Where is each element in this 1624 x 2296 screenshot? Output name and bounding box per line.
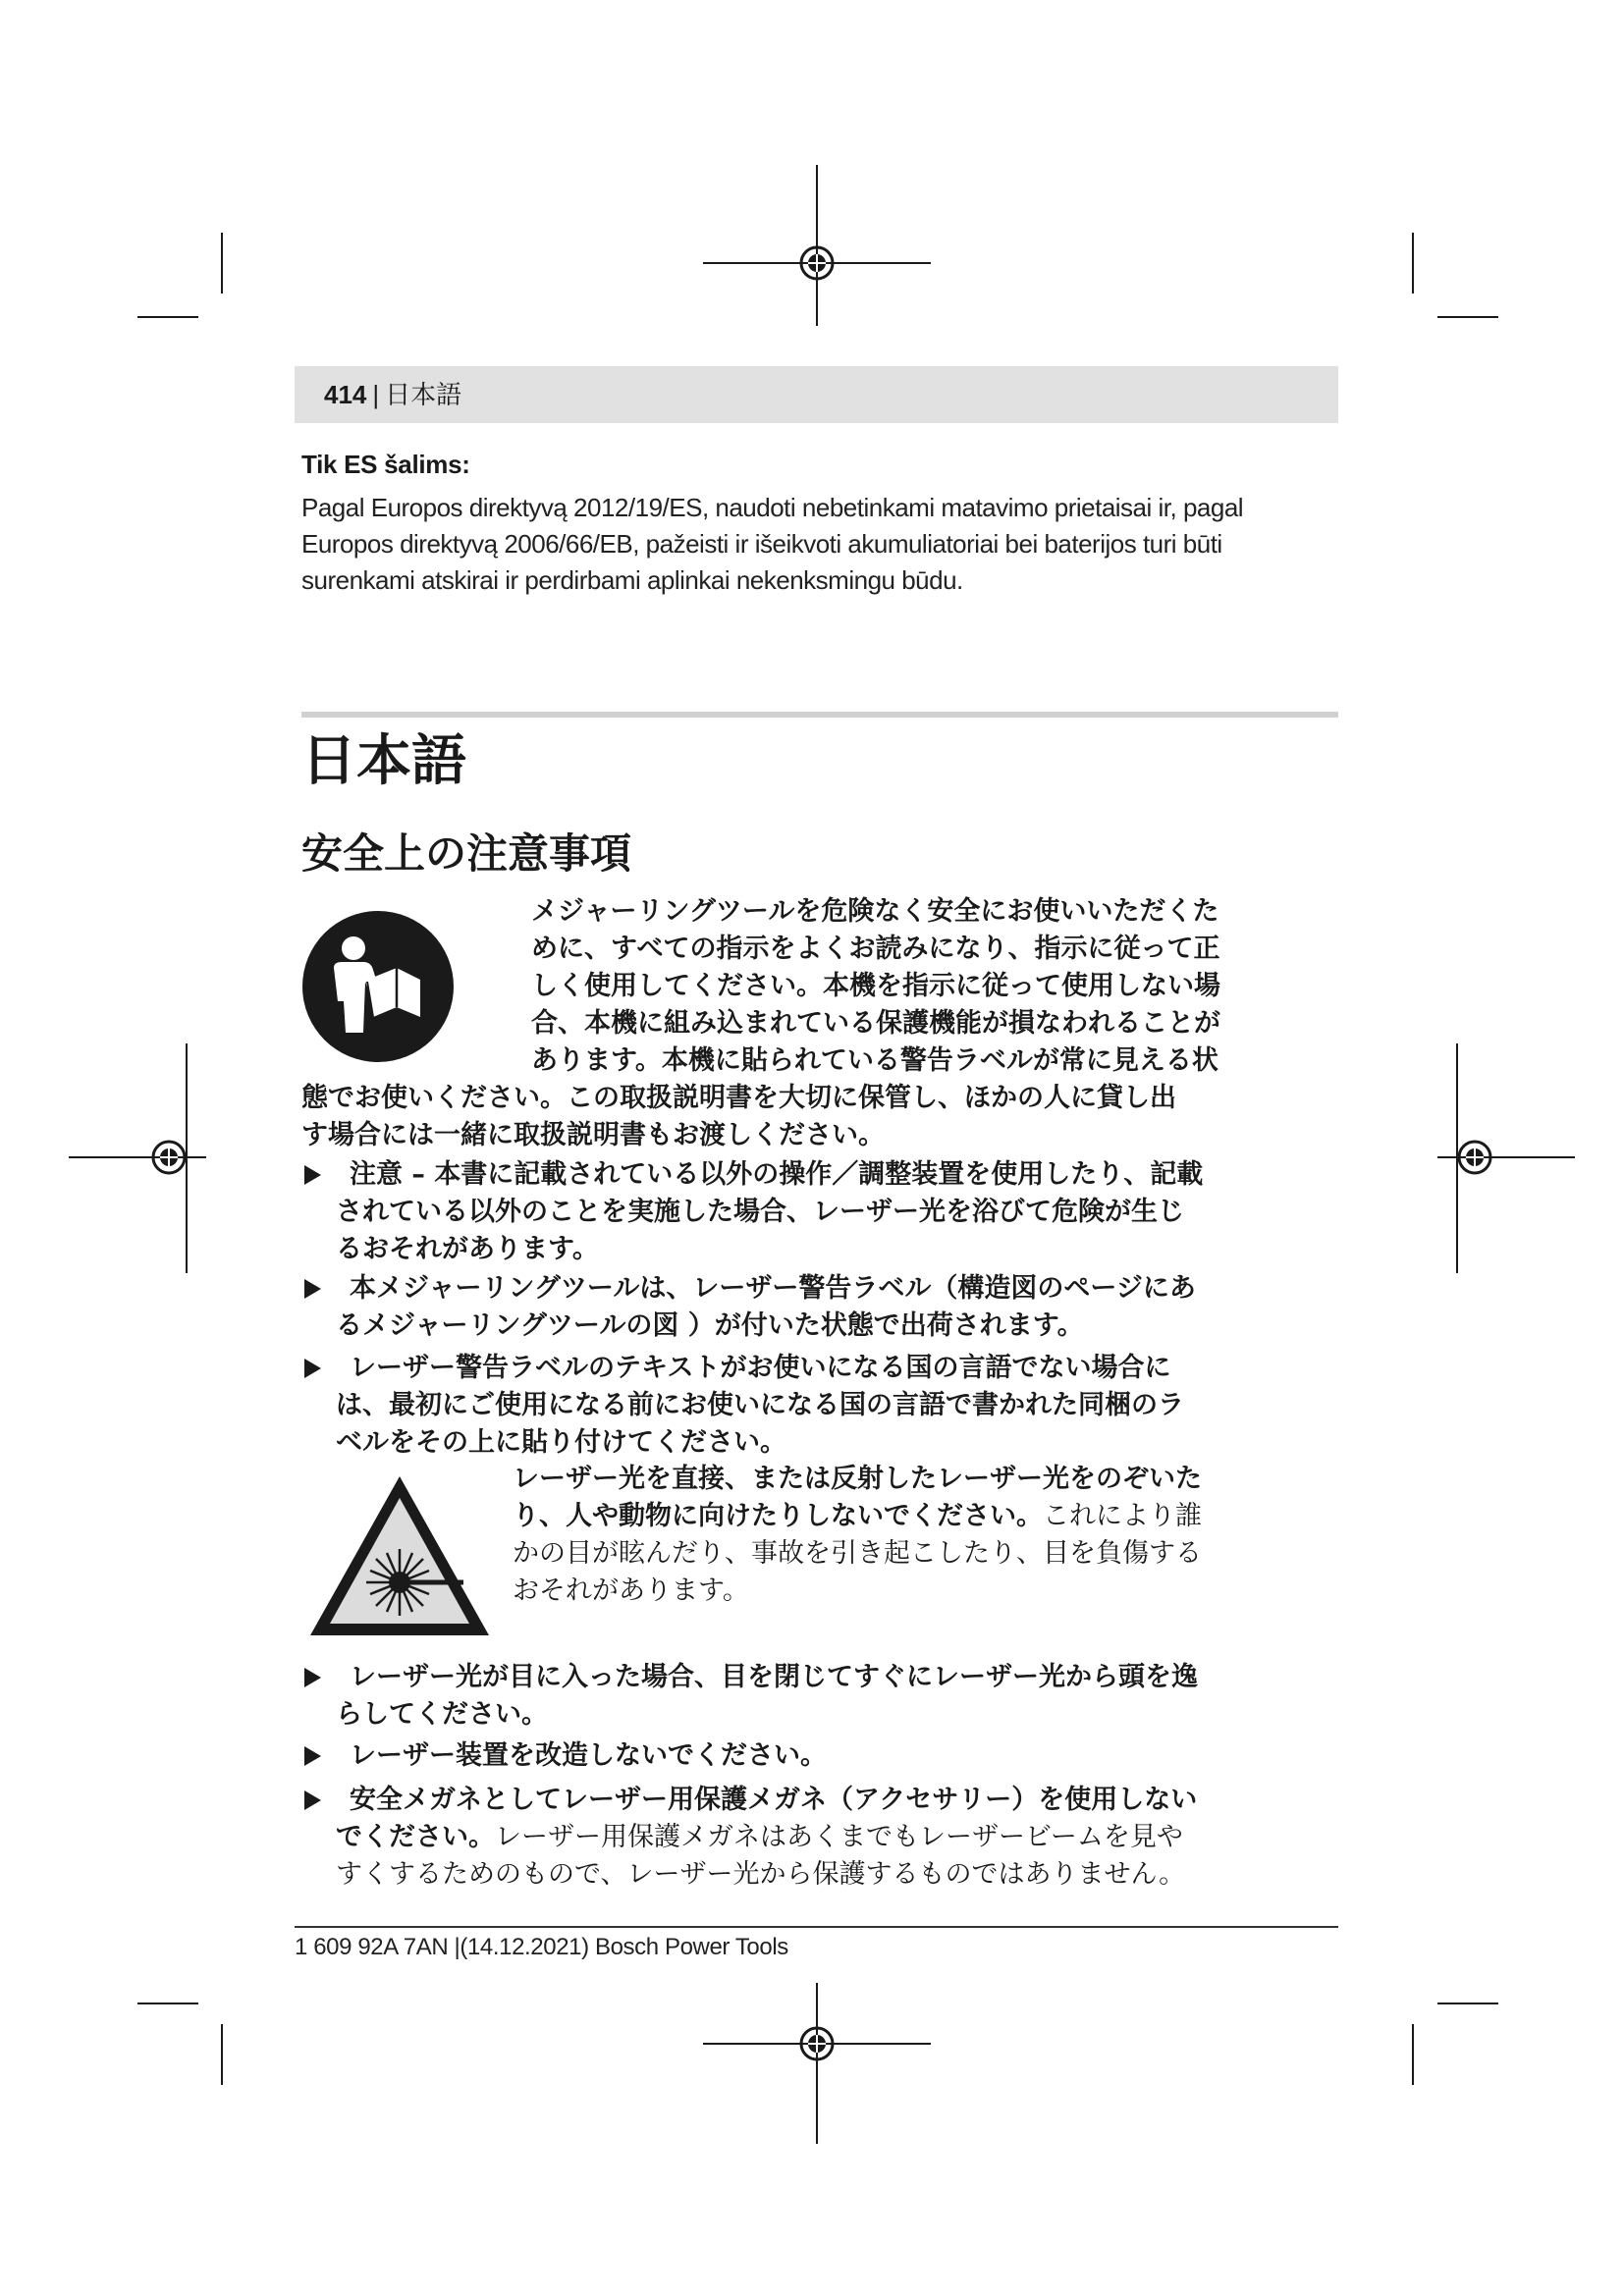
- text-line: Europos direktyvą 2006/66/EB, pažeisti ir išeikvoti akumuliatoriai bei baterijos turi būti: [301, 529, 1222, 559]
- bullet-arrow-icon: [304, 1279, 321, 1299]
- text-line: おそれがあります。: [513, 1575, 749, 1606]
- text-segment: これにより誰: [1043, 1501, 1202, 1531]
- text-line: ベルをその上に貼り付けてください。: [336, 1427, 786, 1458]
- registration-mark-icon: [1437, 1043, 1575, 1273]
- text-line: しく使用してください。本機を指示に従って使用しない場: [531, 971, 1220, 1001]
- text-line: るメジャーリングツールの図 ）が付いた状態で出荷されます。: [336, 1310, 1084, 1341]
- text-line: らしてください。: [336, 1699, 548, 1730]
- registration-mark-icon: [703, 165, 931, 326]
- text-line: めに、すべての指示をよくお読みになり、指示に従って正: [531, 934, 1220, 964]
- section-title: 日本語: [301, 729, 466, 793]
- bullet-arrow-icon: [304, 1359, 321, 1378]
- brand-name: Bosch Power Tools: [594, 1934, 788, 1960]
- text-line: かの目が眩んだり、事故を引き起こしたり、目を負傷する: [513, 1538, 1202, 1569]
- text-line: あります。本機に貼られている警告ラベルが常に見える状: [531, 1045, 1218, 1076]
- text-line: レーザー警告ラベルのテキストがお使いになる国の言語でない場合に: [350, 1353, 1171, 1383]
- text-line: 本メジャーリングツールは、レーザー警告ラベル（構造図のページにあ: [350, 1273, 1196, 1304]
- lithuanian-note-body: [301, 490, 1342, 599]
- registration-mark-icon: [69, 1043, 206, 1273]
- subsection-title: 安全上の注意事項: [301, 829, 632, 878]
- text-line: 合、本機に組み込まれている保護機能が損なわれることが: [531, 1008, 1220, 1039]
- text-line: Pagal Europos direktyvą 2012/19/ES, naudoti nebetinkami matavimo prietaisai ir, pagal: [301, 493, 1244, 522]
- page-number: 414: [324, 380, 367, 409]
- bullet-arrow-icon: [304, 1165, 321, 1185]
- intro-paragraph: [301, 893, 1342, 1154]
- text-line: 安全メガネとしてレーザー用保護メガネ（アクセサリー）を使用しない: [350, 1785, 1198, 1815]
- document-id: 1 609 92A 7AN: [295, 1934, 449, 1960]
- text-line: は、最初にご使用になる前にお使いになる国の言語で書かれた同梱のラ: [336, 1390, 1184, 1420]
- footer-rule: [295, 1926, 1338, 1928]
- text-line: すくするためのもので、レーザー光から保護するものではありません。: [336, 1859, 1186, 1890]
- running-header: [324, 375, 461, 414]
- laser-warning-paragraph: [513, 1461, 1342, 1610]
- laser-warning-icon: [306, 1472, 493, 1639]
- bullet-arrow-icon: [304, 1746, 321, 1766]
- text-line: されている以外のことを実施した場合、レーザー光を浴びて危険が生じ: [336, 1197, 1184, 1227]
- text-line: レーザー装置を改造しないでください。: [350, 1740, 827, 1771]
- text-line: 注意 – 本書に記載されている以外の操作／調整装置を使用したり、記載: [350, 1159, 1204, 1190]
- header-separator: |: [372, 380, 380, 409]
- header-language: 日本語: [385, 380, 462, 409]
- text-line: るおそれがあります。: [336, 1234, 599, 1264]
- bullet-arrow-icon: [304, 1668, 321, 1687]
- text-line: surenkami atskirai ir perdirbami aplinkai nekenksmingu būdu.: [301, 565, 963, 595]
- lithuanian-note-title: Tik ES šalims:: [301, 450, 470, 479]
- document-date: (14.12.2021): [460, 1934, 589, 1960]
- footer: 1 609 92A 7AN |(14.12.2021) Bosch Power Tools: [295, 1934, 788, 1960]
- text-line: 態でお使いください。この取扱説明書を大切に保管し、ほかの人に貸し出: [301, 1083, 1176, 1113]
- section-divider: [301, 712, 1338, 718]
- text-segment: レーザー用保護メガネはあくまでもレーザービームを見や: [495, 1822, 1183, 1852]
- text-line: す場合には一緒に取扱説明書もお渡しください。: [301, 1120, 885, 1150]
- text-segment: り、人や動物に向けたりしないでください。: [513, 1501, 1043, 1531]
- bullet-arrow-icon: [304, 1790, 321, 1810]
- text-line: レーザー光が目に入った場合、目を閉じてすぐにレーザー光から頭を逸: [350, 1662, 1198, 1692]
- text-line: メジャーリングツールを危険なく安全にお使いいただくた: [531, 896, 1219, 927]
- text-segment: でください。: [336, 1822, 495, 1852]
- registration-mark-icon: [703, 1983, 931, 2144]
- text-line: レーザー光を直接、または反射したレーザー光をのぞいた: [513, 1464, 1202, 1494]
